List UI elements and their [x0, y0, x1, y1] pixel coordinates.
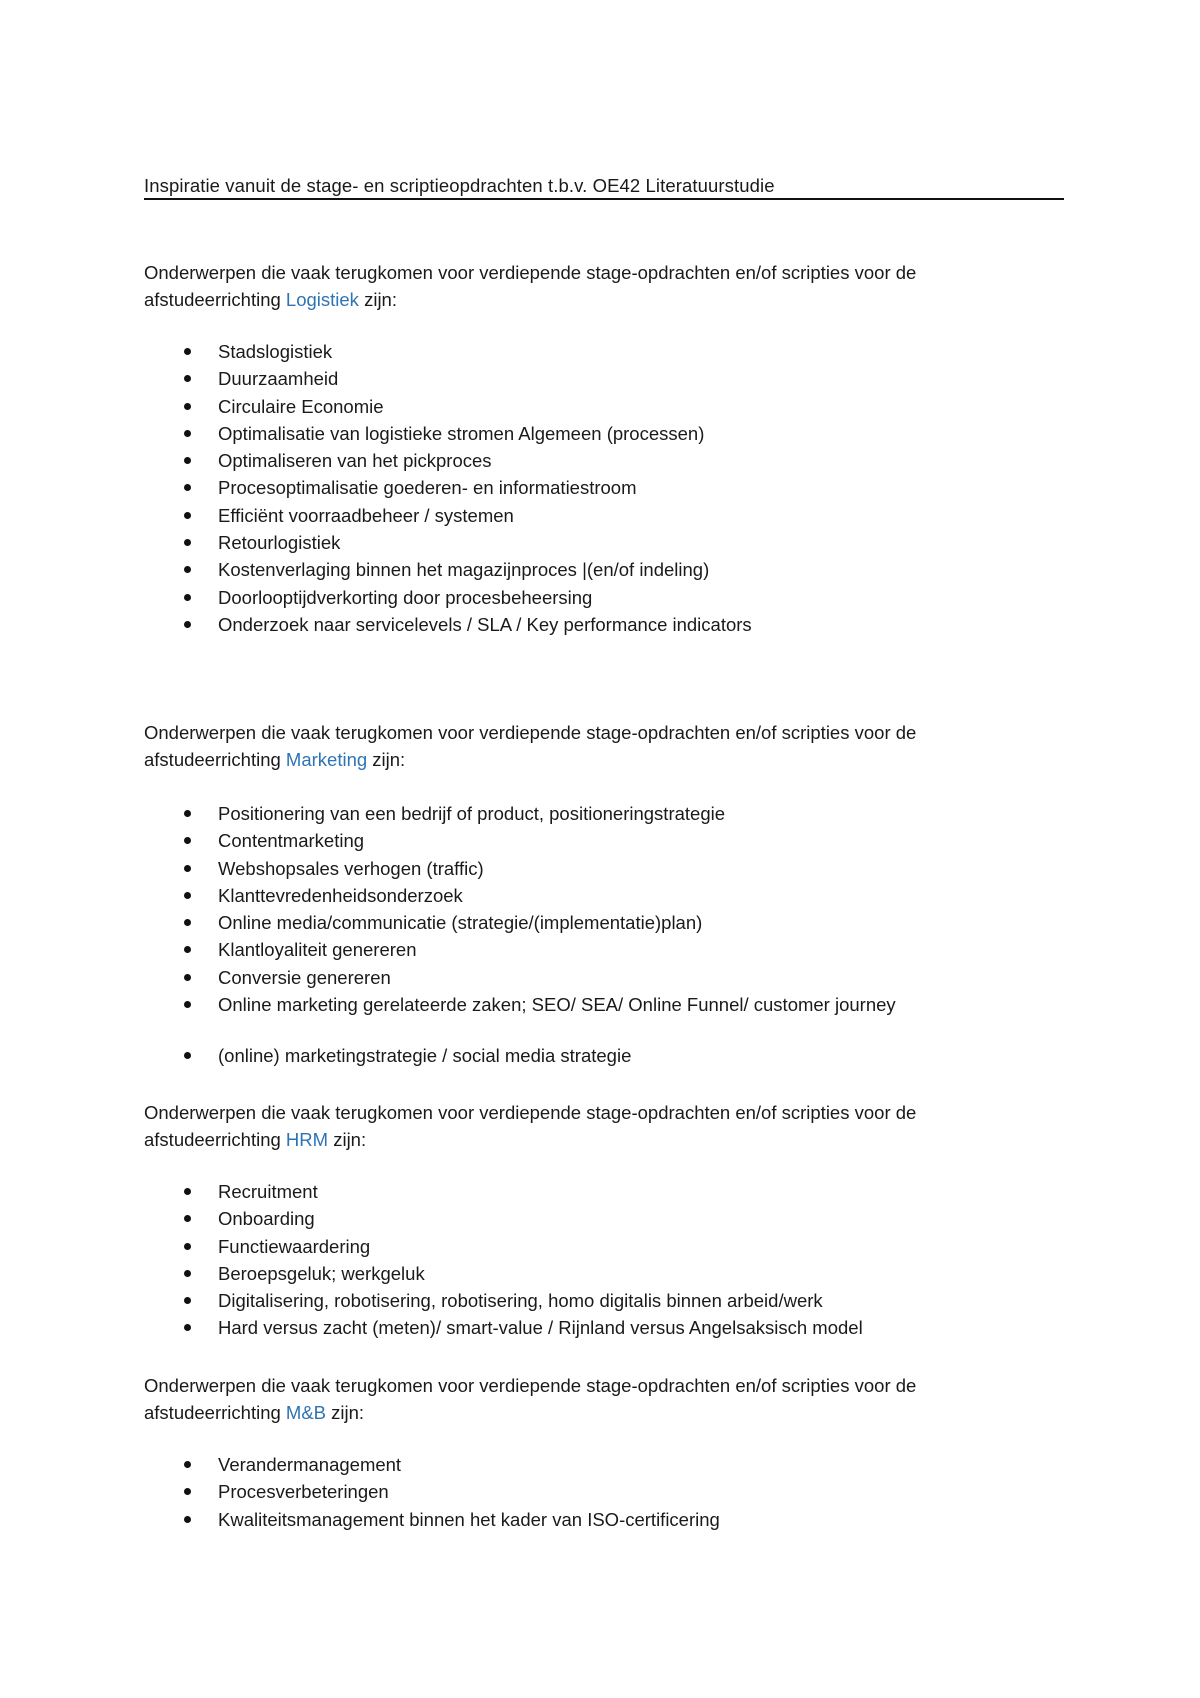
topic-list: [144, 800, 1064, 1070]
list-item: Functiewaardering: [144, 1233, 1064, 1260]
bullet-icon: [184, 1052, 191, 1059]
bullet-icon: [184, 375, 191, 382]
section-hrm: [144, 1099, 1064, 1342]
intro-suffix: zijn:: [326, 1402, 365, 1423]
bullet-icon: [184, 974, 191, 981]
list-item: Efficiënt voorraadbeheer / systemen: [144, 502, 1064, 529]
list-item: Doorlooptijdverkorting door procesbeheersing: [144, 584, 1064, 611]
section-logistiek: [144, 259, 1064, 638]
bullet-icon: [184, 837, 191, 844]
bullet-icon: [184, 1297, 191, 1304]
bullet-icon: [184, 484, 191, 491]
list-item: Webshopsales verhogen (traffic): [144, 855, 1064, 882]
intro-line: Onderwerpen die vaak terugkomen voor verdiepende stage-opdrachten en/of scripties voor de: [144, 1375, 917, 1396]
list-item: Onderzoek naar servicelevels / SLA / Key performance indicators: [144, 611, 1064, 638]
bullet-icon: [184, 1324, 191, 1331]
bullet-icon: [184, 594, 191, 601]
intro-line: Onderwerpen die vaak terugkomen voor verdiepende stage-opdrachten en/of scripties voor de: [144, 722, 917, 743]
intro-suffix: zijn:: [367, 749, 406, 770]
bullet-icon: [184, 946, 191, 953]
intro-prefix: afstudeerrichting: [144, 1129, 286, 1150]
document-title: Inspiratie vanuit de stage- en scriptieopdrachten t.b.v. OE42 Literatuurstudie: [144, 175, 775, 196]
intro-prefix: afstudeerrichting: [144, 1402, 286, 1423]
list-item: Hard versus zacht (meten)/ smart-value / Rijnland versus Angelsaksisch model: [144, 1314, 1064, 1341]
list-item: Beroepsgeluk; werkgeluk: [144, 1260, 1064, 1287]
list-item: Klantloyaliteit genereren: [144, 936, 1064, 963]
list-item: Onboarding: [144, 1205, 1064, 1232]
list-item: Optimalisatie van logistieke stromen Algemeen (processen): [144, 420, 1064, 447]
section-intro: [144, 1372, 1064, 1426]
bullet-icon: [184, 1461, 191, 1468]
bullet-icon: [184, 1516, 191, 1523]
list-item: Contentmarketing: [144, 827, 1064, 854]
list-item: Optimaliseren van het pickproces: [144, 447, 1064, 474]
bullet-icon: [184, 539, 191, 546]
intro-suffix: zijn:: [328, 1129, 367, 1150]
list-item: Klanttevredenheidsonderzoek: [144, 882, 1064, 909]
intro-suffix: zijn:: [358, 289, 397, 310]
bullet-icon: [184, 348, 191, 355]
section-mb: [144, 1372, 1064, 1533]
topic-list: [144, 338, 1064, 638]
topic-list: [144, 1178, 1064, 1342]
bullet-icon: [184, 865, 191, 872]
list-item: Recruitment: [144, 1178, 1064, 1205]
bullet-icon: [184, 512, 191, 519]
list-item: Procesoptimalisatie goederen- en informatiestroom: [144, 474, 1064, 501]
bullet-icon: [184, 919, 191, 926]
section-intro: [144, 1099, 1064, 1153]
list-item: Conversie genereren: [144, 964, 1064, 991]
list-item: Online marketing gerelateerde zaken; SEO/ SEA/ Online Funnel/ customer journey: [144, 991, 1064, 1018]
bullet-icon: [184, 621, 191, 628]
bullet-icon: [184, 457, 191, 464]
bullet-icon: [184, 566, 191, 573]
list-item: (online) marketingstrategie / social media strategie: [144, 1042, 1064, 1069]
list-item: Digitalisering, robotisering, robotisering, homo digitalis binnen arbeid/werk: [144, 1287, 1064, 1314]
discipline-label: Logistiek: [285, 289, 359, 310]
bullet-icon: [184, 430, 191, 437]
list-item: Kostenverlaging binnen het magazijnproces |(en/of indeling): [144, 556, 1064, 583]
bullet-icon: [184, 1188, 191, 1195]
bullet-icon: [184, 810, 191, 817]
section-intro: [144, 259, 1064, 313]
list-item: Duurzaamheid: [144, 365, 1064, 392]
intro-prefix: afstudeerrichting: [144, 289, 286, 310]
list-item: Procesverbeteringen: [144, 1478, 1064, 1505]
discipline-label: Marketing: [285, 749, 368, 770]
bullet-icon: [184, 1270, 191, 1277]
intro-line: Onderwerpen die vaak terugkomen voor verdiepende stage-opdrachten en/of scripties voor de: [144, 1102, 917, 1123]
bullet-icon: [184, 1243, 191, 1250]
bullet-icon: [184, 403, 191, 410]
section-intro: [144, 719, 1064, 773]
discipline-label: M&B: [285, 1402, 327, 1423]
list-item: Verandermanagement: [144, 1451, 1064, 1478]
bullet-icon: [184, 892, 191, 899]
list-item: Kwaliteitsmanagement binnen het kader van ISO-certificering: [144, 1506, 1064, 1533]
topic-list: [144, 1451, 1064, 1533]
list-item: Circulaire Economie: [144, 393, 1064, 420]
bullet-icon: [184, 1001, 191, 1008]
bullet-icon: [184, 1215, 191, 1222]
list-item: Positionering van een bedrijf of product, positioneringstrategie: [144, 800, 1064, 827]
bullet-icon: [184, 1488, 191, 1495]
list-item: Stadslogistiek: [144, 338, 1064, 365]
list-item: Online media/communicatie (strategie/(implementatie)plan): [144, 909, 1064, 936]
title-underline: [144, 198, 1064, 200]
discipline-label: HRM: [285, 1129, 329, 1150]
section-marketing: [144, 719, 1064, 1070]
list-item: Retourlogistiek: [144, 529, 1064, 556]
intro-line: Onderwerpen die vaak terugkomen voor verdiepende stage-opdrachten en/of scripties voor de: [144, 262, 917, 283]
intro-prefix: afstudeerrichting: [144, 749, 286, 770]
